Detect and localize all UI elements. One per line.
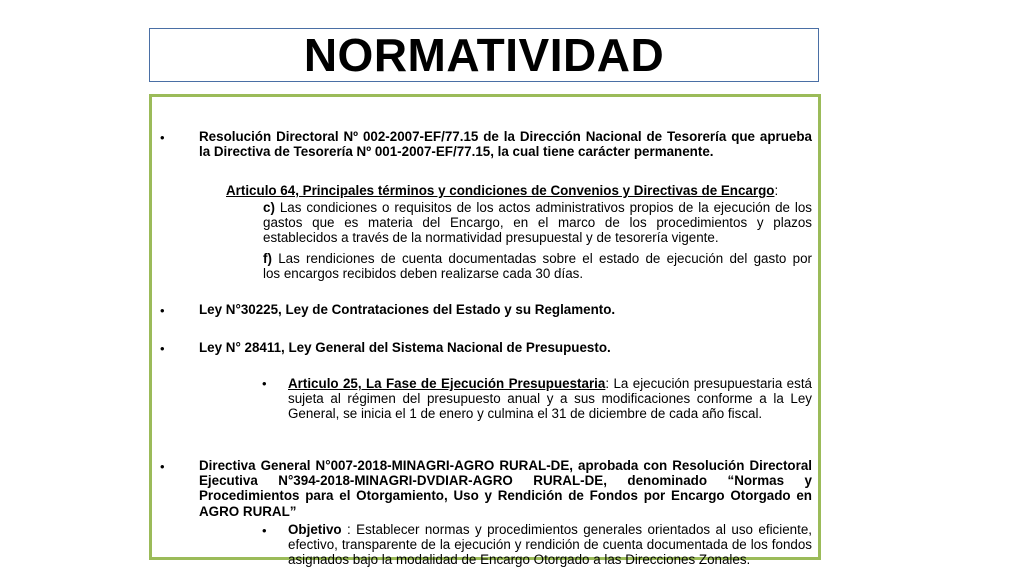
bullet-icon: •: [160, 303, 165, 318]
item-f: [263, 251, 839, 282]
bullet-icon: •: [160, 459, 165, 474]
content-text: [152, 97, 839, 568]
articulo-25-text: : La ejecución presupuestaria está sujeta al régimen del presupuesto anual y a sus modificaciones conforme a la Ley General, se inicia el 1 de enero y culmina el 31 de diciembre de cada año fiscal.: [288, 376, 812, 422]
bullet-icon: •: [160, 341, 165, 356]
articulo-64-title: Articulo 64, Principales términos y condiciones de Convenios y Directivas de Encargo: [226, 183, 775, 198]
articulo-25-item: [288, 376, 812, 422]
articulo-64-colon: :: [774, 183, 779, 198]
item-c: [263, 200, 812, 246]
title-box: [149, 28, 819, 82]
content-box: [149, 94, 839, 568]
directiva-item: Directiva General N°007-2018-MINAGRI-AGRO RURAL-DE, aprobada con Resolución Directoral Ejecutiva N°394-2018-MINAGRI-DVDIAR-AGRO RURAL-DE, denominado “Normas y Procedimientos para el Otorgamiento, Uso y Rendición de Fondos por Encargo Otorgado en AGRO RURAL”: [199, 458, 812, 519]
bullet-icon: •: [262, 523, 267, 538]
articulo-25-title: Articulo 25, La Fase de Ejecución Presupuestaria: [288, 376, 606, 391]
ley-30225-item: Ley N°30225, Ley de Contrataciones del Estado y su Reglamento.: [199, 302, 616, 317]
item-c-label: c): [263, 200, 275, 215]
objetivo-text: : Establecer normas y procedimientos generales orientados al uso eficiente, efectivo, transparente de la ejecución y rendición de cuenta documentada de los fondos asignados bajo la modalidad de Encargo Otorgado a las Direcciones Zonales.: [288, 522, 812, 568]
bullet-icon: •: [262, 376, 267, 391]
objetivo-label: Objetivo: [288, 522, 342, 537]
item-f-text: Las rendiciones de cuenta documentadas sobre el estado de ejecución del gasto por los encargos recibidos deben realizarse cada 30 días.: [263, 251, 839, 282]
item-c-text: Las condiciones o requisitos de los actos administrativos propios de la ejecución de los gastos que es materia del Encargo, en el marco de los procedimientos y plazos establecidos a través de la normatividad presupuestal y de tesorería vigente.: [263, 200, 812, 246]
ley-28411-item: Ley N° 28411, Ley General del Sistema Nacional de Presupuesto.: [199, 340, 611, 355]
item-f-label: f): [263, 251, 272, 266]
resolucion-item: Resolución Directoral Nº 002-2007-EF/77.15 de la Dirección Nacional de Tesorería que aprueba la Directiva de Tesorería Nº 001-2007-EF/77.15, la cual tiene carácter permanente.: [199, 129, 812, 160]
objetivo-item: [288, 522, 812, 568]
articulo-64-heading: [226, 183, 816, 198]
bullet-icon: •: [160, 130, 165, 145]
page-title: NORMATIVIDAD: [303, 29, 665, 81]
